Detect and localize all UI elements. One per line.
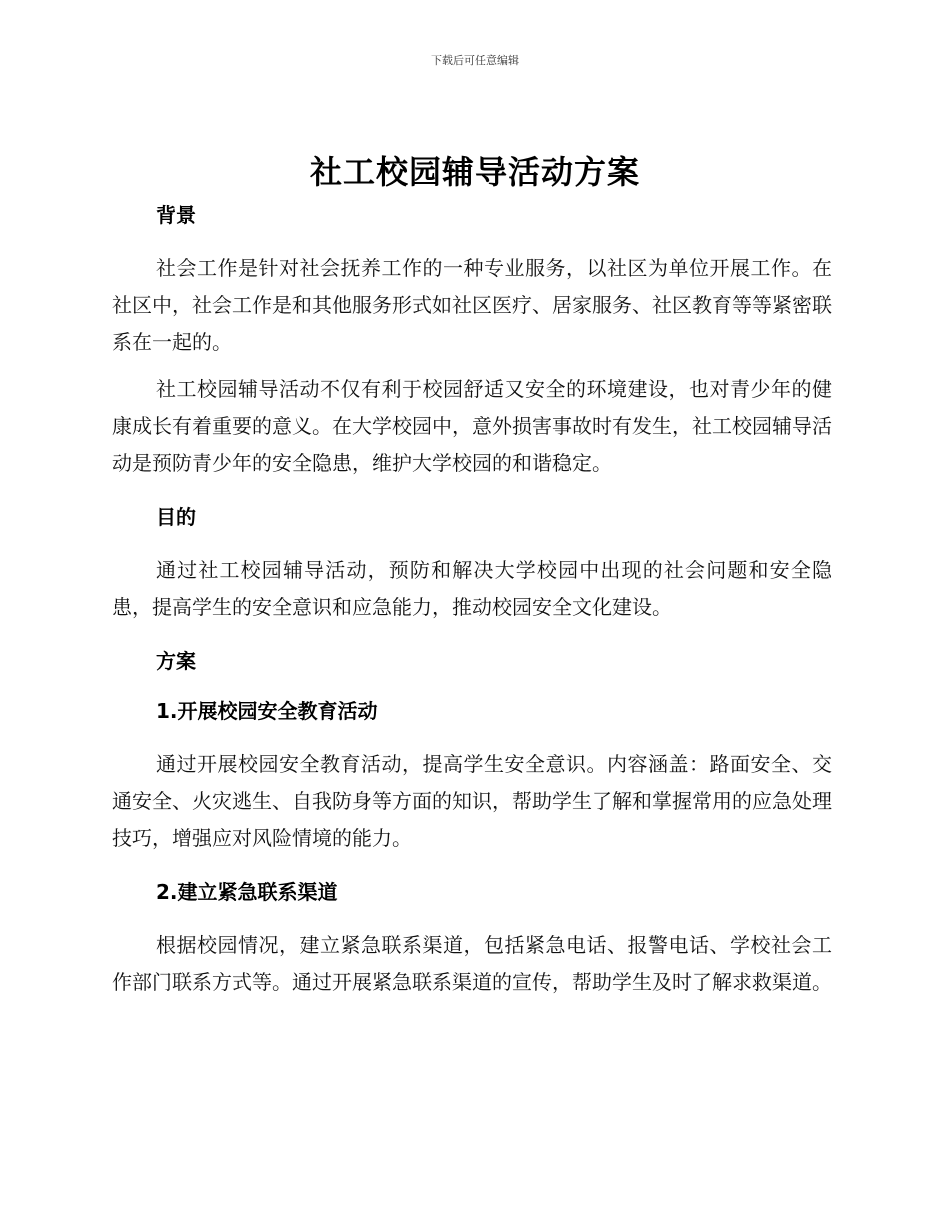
section-heading-purpose: 目的	[156, 505, 196, 529]
section-heading-plan: 方案	[156, 649, 196, 673]
plan-item-2-heading: 2.建立紧急联系渠道	[156, 880, 338, 904]
plan-item-1-text: 通过开展校园安全教育活动，提高学生安全意识。内容涵盖：路面安全、交通安全、火灾逃生、自我防身等方面的知识，帮助学生了解和掌握常用的应急处理技巧，增强应对风险情境的能力。	[112, 752, 832, 850]
page-header-note: 下载后可任意编辑	[431, 54, 519, 67]
document-title: 社工校园辅导活动方案	[309, 153, 640, 191]
plan-item-1-heading: 1.开展校园安全教育活动	[156, 699, 378, 723]
document-body	[112, 200, 832, 1001]
background-paragraph-2: 社工校园辅导活动不仅有利于校园舒适又安全的环境建设，也对青少年的健康成长有着重要的意义。在大学校园中，意外损害事故时有发生，社工校园辅导活动是预防青少年的安全隐患，维护大学校园的和谐稳定。	[112, 377, 832, 475]
background-paragraph-1: 社会工作是针对社会抚养工作的一种专业服务，以社区为单位开展工作。在社区中，社会工作是和其他服务形式如社区医疗、居家服务、社区教育等等紧密联系在一起的。	[112, 256, 832, 354]
plan-item-2-text: 根据校园情况，建立紧急联系渠道，包括紧急电话、报警电话、学校社会工作部门联系方式等。通过开展紧急联系渠道的宣传，帮助学生及时了解求救渠道。	[112, 933, 832, 994]
section-heading-background: 背景	[156, 203, 196, 227]
purpose-paragraph-1: 通过社工校园辅导活动，预防和解决大学校园中出现的社会问题和安全隐患，提高学生的安全意识和应急能力，推动校园安全文化建设。	[112, 558, 832, 619]
